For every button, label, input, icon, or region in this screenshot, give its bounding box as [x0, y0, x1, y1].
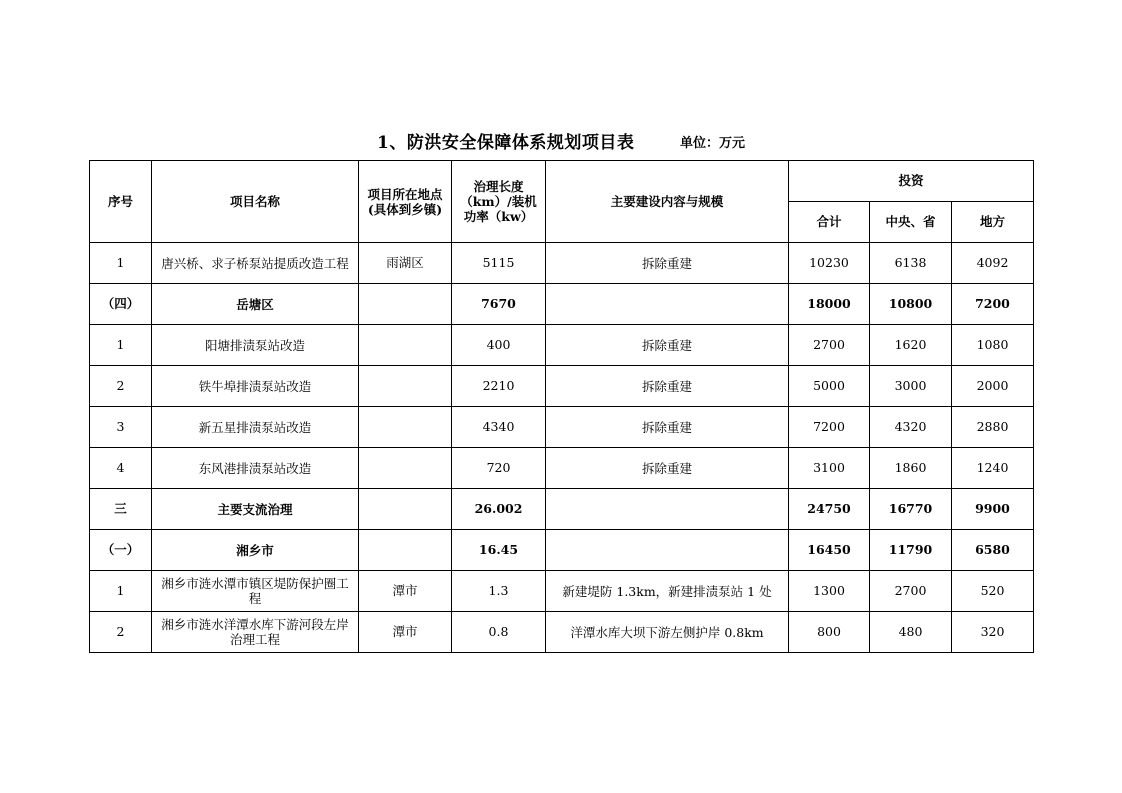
- cell-central: 10800: [870, 284, 952, 325]
- cell-length: 16.45: [452, 530, 546, 571]
- cell-name: 主要支流治理: [152, 489, 359, 530]
- cell-seq: 3: [90, 407, 152, 448]
- cell-seq: （一）: [90, 530, 152, 571]
- cell-central: 6138: [870, 243, 952, 284]
- header-total: 合计: [789, 202, 870, 243]
- cell-total: 16450: [789, 530, 870, 571]
- cell-local: 6580: [952, 530, 1034, 571]
- cell-content: [546, 530, 789, 571]
- cell-length: 26.002: [452, 489, 546, 530]
- cell-total: 5000: [789, 366, 870, 407]
- table-row: [90, 407, 1034, 448]
- cell-central: 1860: [870, 448, 952, 489]
- cell-location: 潭市: [359, 571, 452, 612]
- cell-name: 湘乡市涟水潭市镇区堤防保护圈工程: [152, 571, 359, 612]
- page-title: 1、防洪安全保障体系规划项目表: [377, 133, 635, 153]
- header-length: 治理长度（km）/装机功率（kw）: [452, 161, 546, 243]
- cell-content: 洋潭水库大坝下游左侧护岸 0.8km: [546, 612, 789, 653]
- cell-location: [359, 448, 452, 489]
- cell-name: 岳塘区: [152, 284, 359, 325]
- cell-seq: （四）: [90, 284, 152, 325]
- table-row: [90, 489, 1034, 530]
- cell-length: 4340: [452, 407, 546, 448]
- cell-total: 24750: [789, 489, 870, 530]
- cell-name: 湘乡市涟水洋潭水库下游河段左岸治理工程: [152, 612, 359, 653]
- cell-total: 1300: [789, 571, 870, 612]
- table-row: [90, 325, 1034, 366]
- cell-local: 9900: [952, 489, 1034, 530]
- table-row: [90, 448, 1034, 489]
- cell-central: 480: [870, 612, 952, 653]
- cell-name: 东风港排渍泵站改造: [152, 448, 359, 489]
- cell-length: 1.3: [452, 571, 546, 612]
- cell-central: 2700: [870, 571, 952, 612]
- cell-seq: 2: [90, 612, 152, 653]
- table-body: [90, 243, 1034, 653]
- header-central: 中央、省: [870, 202, 952, 243]
- cell-length: 0.8: [452, 612, 546, 653]
- cell-name: 唐兴桥、求子桥泵站提质改造工程: [152, 243, 359, 284]
- cell-content: 拆除重建: [546, 366, 789, 407]
- cell-local: 1240: [952, 448, 1034, 489]
- cell-location: [359, 489, 452, 530]
- cell-total: 800: [789, 612, 870, 653]
- cell-central: 3000: [870, 366, 952, 407]
- cell-local: 2880: [952, 407, 1034, 448]
- cell-local: 7200: [952, 284, 1034, 325]
- cell-location: [359, 325, 452, 366]
- cell-total: 10230: [789, 243, 870, 284]
- cell-central: 11790: [870, 530, 952, 571]
- table-row: [90, 366, 1034, 407]
- cell-central: 4320: [870, 407, 952, 448]
- header-seq: 序号: [90, 161, 152, 243]
- table-row: [90, 243, 1034, 284]
- cell-name: 阳塘排渍泵站改造: [152, 325, 359, 366]
- cell-location: [359, 530, 452, 571]
- cell-total: 3100: [789, 448, 870, 489]
- table-row: [90, 284, 1034, 325]
- header-investment: 投资: [789, 161, 1034, 202]
- cell-total: 7200: [789, 407, 870, 448]
- cell-location: [359, 284, 452, 325]
- cell-content: [546, 284, 789, 325]
- cell-seq: 1: [90, 243, 152, 284]
- cell-content: 拆除重建: [546, 407, 789, 448]
- cell-local: 4092: [952, 243, 1034, 284]
- cell-content: 拆除重建: [546, 325, 789, 366]
- cell-name: 铁牛埠排渍泵站改造: [152, 366, 359, 407]
- header-name: 项目名称: [152, 161, 359, 243]
- cell-seq: 1: [90, 571, 152, 612]
- table-row: [90, 571, 1034, 612]
- cell-seq: 4: [90, 448, 152, 489]
- cell-local: 520: [952, 571, 1034, 612]
- table-row: [90, 530, 1034, 571]
- cell-total: 18000: [789, 284, 870, 325]
- cell-name: 湘乡市: [152, 530, 359, 571]
- project-table: [89, 160, 1034, 653]
- cell-length: 7670: [452, 284, 546, 325]
- cell-content: [546, 489, 789, 530]
- cell-seq: 2: [90, 366, 152, 407]
- cell-central: 16770: [870, 489, 952, 530]
- cell-length: 400: [452, 325, 546, 366]
- cell-local: 2000: [952, 366, 1034, 407]
- table-row: [90, 612, 1034, 653]
- cell-location: 雨湖区: [359, 243, 452, 284]
- cell-central: 1620: [870, 325, 952, 366]
- header-local: 地方: [952, 202, 1034, 243]
- cell-length: 5115: [452, 243, 546, 284]
- cell-name: 新五星排渍泵站改造: [152, 407, 359, 448]
- cell-content: 新建堤防 1.3km，新建排渍泵站 1 处: [546, 571, 789, 612]
- unit-label: 单位：万元: [680, 136, 746, 151]
- header-location: 项目所在地点(具体到乡镇): [359, 161, 452, 243]
- cell-seq: 1: [90, 325, 152, 366]
- cell-content: 拆除重建: [546, 448, 789, 489]
- cell-length: 2210: [452, 366, 546, 407]
- cell-content: 拆除重建: [546, 243, 789, 284]
- cell-location: 潭市: [359, 612, 452, 653]
- cell-seq: 三: [90, 489, 152, 530]
- title-line: [0, 128, 1122, 156]
- cell-local: 1080: [952, 325, 1034, 366]
- cell-length: 720: [452, 448, 546, 489]
- cell-total: 2700: [789, 325, 870, 366]
- cell-location: [359, 407, 452, 448]
- cell-location: [359, 366, 452, 407]
- cell-local: 320: [952, 612, 1034, 653]
- header-content: 主要建设内容与规模: [546, 161, 789, 243]
